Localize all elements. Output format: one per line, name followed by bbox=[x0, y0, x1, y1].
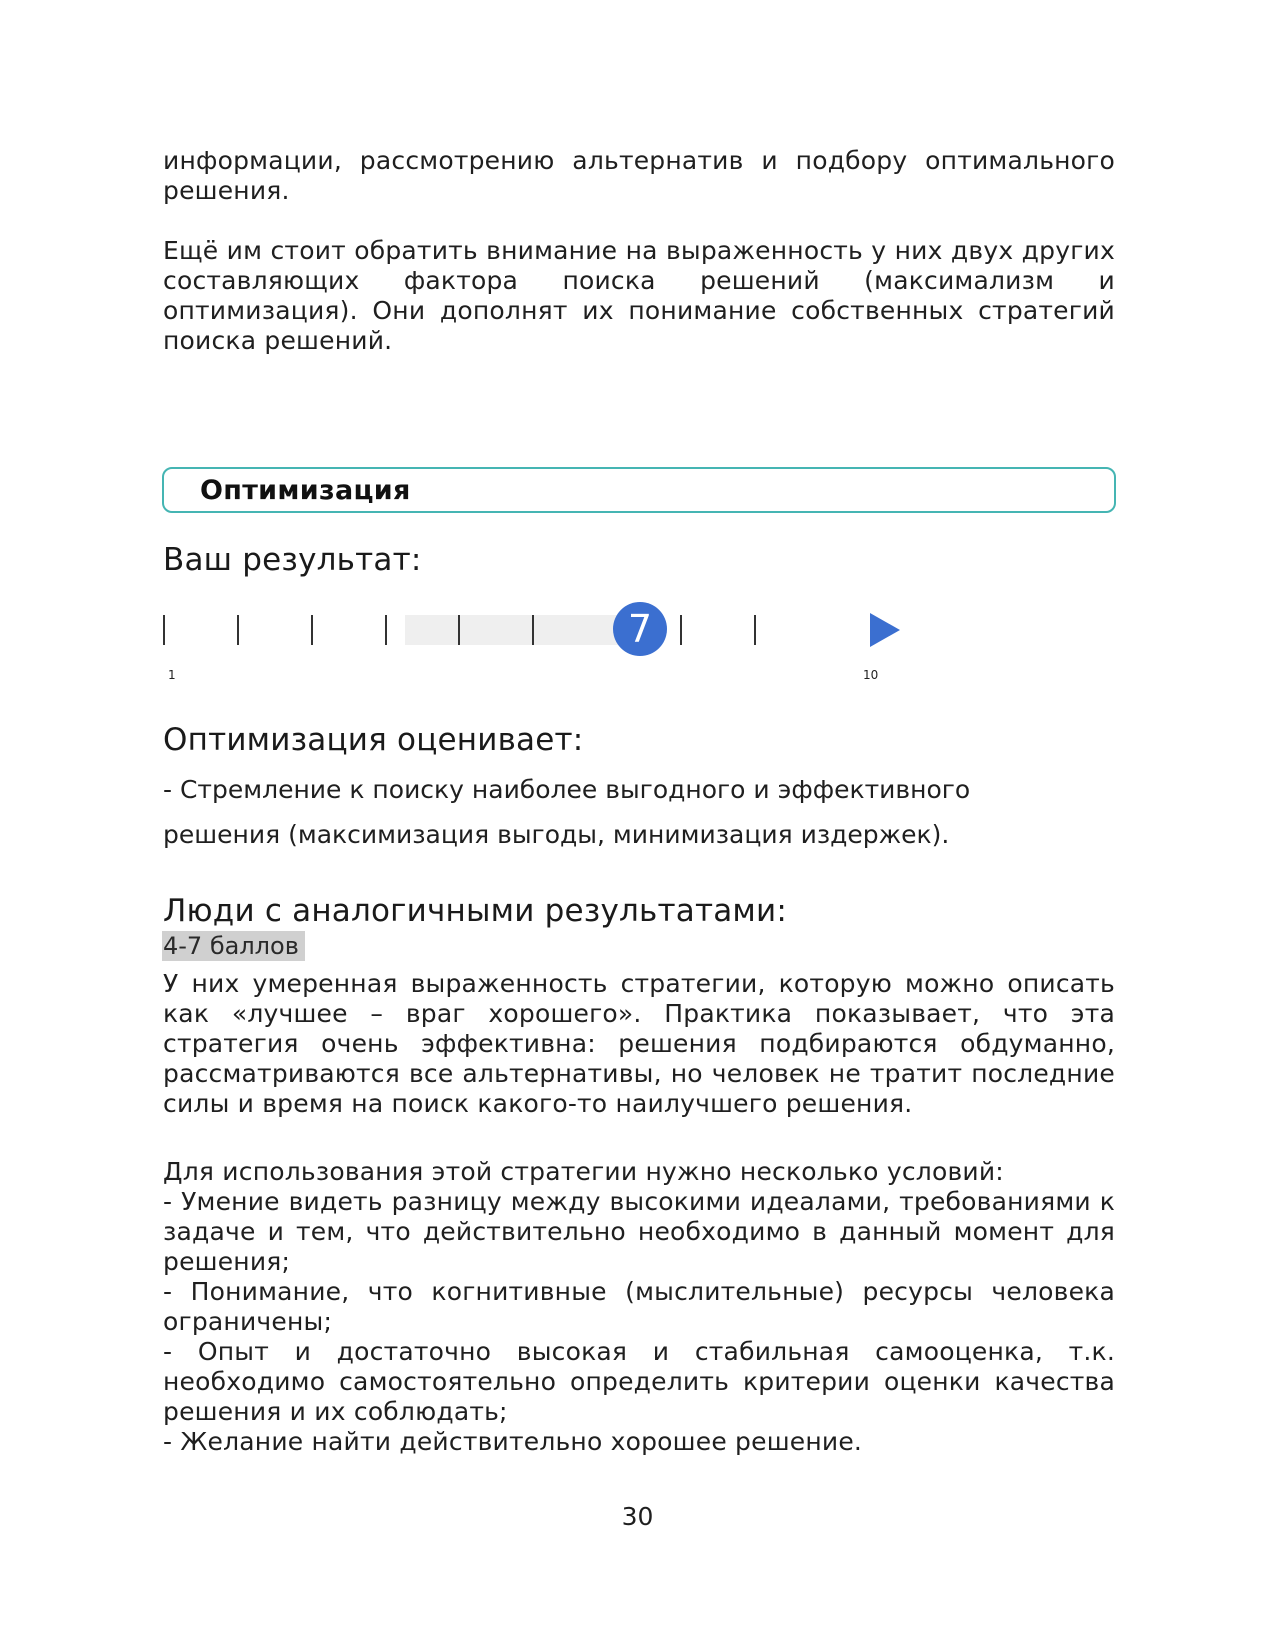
result-heading: Ваш результат: bbox=[163, 542, 422, 578]
scale-tick bbox=[311, 615, 313, 645]
conditions-intro: Для использования этой стратегии нужно несколько условий: bbox=[163, 1157, 1004, 1186]
scale-tick bbox=[237, 615, 239, 645]
score-range-band bbox=[405, 615, 637, 645]
page-number: 30 bbox=[621, 1502, 654, 1531]
assess-line-2: решения (максимизация выгоды, минимизация издержек). bbox=[163, 820, 950, 849]
intro-section bbox=[163, 146, 1115, 356]
section-title: Оптимизация bbox=[200, 475, 411, 506]
list-item: - Умение видеть разницу между высокими идеалами, требованиями к задаче и тем, что действительно необходимо в данный момент для решения; bbox=[163, 1187, 1115, 1276]
people-section bbox=[163, 969, 1115, 1119]
score-range-badge: 4-7 баллов bbox=[162, 931, 305, 961]
conditions-section bbox=[163, 1157, 1115, 1457]
intro-paragraph-1: информации, рассмотрению альтернатив и подбору оптимального решения. bbox=[163, 146, 1115, 205]
assess-heading: Оптимизация оценивает: bbox=[163, 722, 584, 758]
scale-tick bbox=[458, 615, 460, 645]
section-header-box bbox=[162, 467, 1116, 513]
people-paragraph: У них умеренная выраженность стратегии, которую можно описать как «лучшее – враг хорошего». Практика показывает, что эта стратегия очень эффективна: решения подбираются обдуманно, рассматриваются все альтернативы, но человек не тратит последние силы и время на поиск какого-то наилучшего решения. bbox=[163, 969, 1115, 1118]
assess-description bbox=[163, 767, 1123, 857]
arrow-right-icon bbox=[868, 611, 902, 649]
people-heading: Люди с аналогичными результатами: bbox=[163, 893, 788, 929]
scale-tick bbox=[163, 615, 165, 645]
scale-tick bbox=[532, 615, 534, 645]
scale-tick bbox=[385, 615, 387, 645]
intro-paragraph-2: Ещё им стоит обратить внимание на выраженность у них двух других составляющих фактора поиска решений (максимализм и оптимизация). Они дополнят их понимание собственных стратегий поиска решений. bbox=[163, 236, 1115, 355]
scale-tick bbox=[754, 615, 756, 645]
scale-tick bbox=[680, 615, 682, 645]
score-scale bbox=[160, 598, 920, 688]
list-item: - Понимание, что когнитивные (мыслительные) ресурсы человека ограничены; bbox=[163, 1277, 1115, 1336]
score-marker: 7 bbox=[613, 602, 667, 656]
list-item: - Желание найти действительно хорошее решение. bbox=[163, 1427, 863, 1456]
scale-min-label: 1 bbox=[168, 668, 176, 682]
scale-max-label: 10 bbox=[863, 668, 879, 682]
assess-line-1: - Стремление к поиску наиболее выгодного и эффективного bbox=[163, 775, 971, 804]
list-item: - Опыт и достаточно высокая и стабильная самооценка, т.к. необходимо самостоятельно определить критерии оценки качества решения и их соблюдать; bbox=[163, 1337, 1115, 1426]
